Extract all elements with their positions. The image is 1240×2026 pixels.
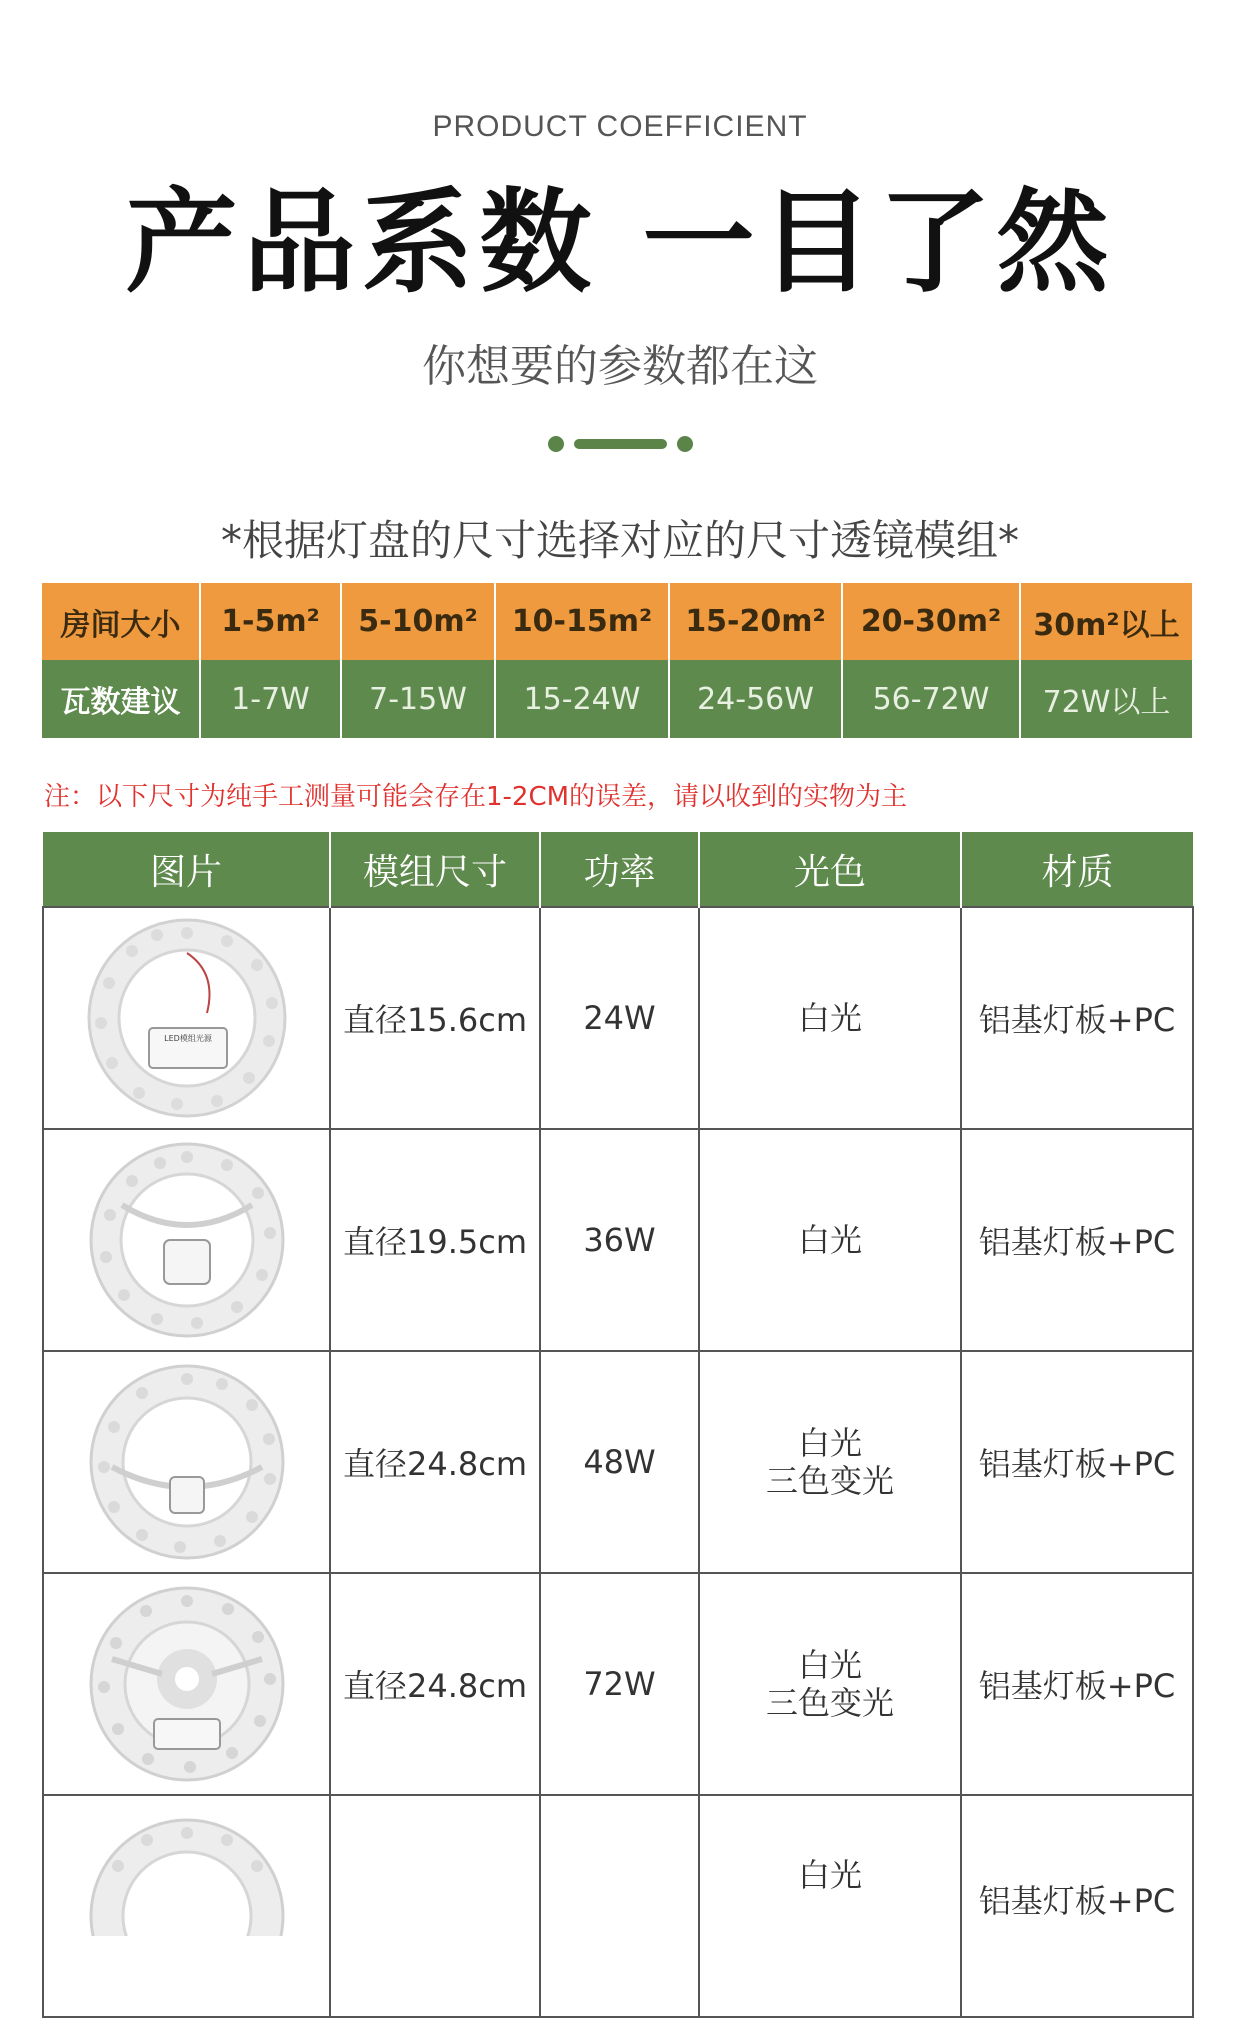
light-line-1: 白光 xyxy=(797,1424,862,1462)
table-row xyxy=(43,907,1193,1129)
header-power: 功率 xyxy=(540,832,699,907)
wattage-cell: 7-15W xyxy=(341,660,495,738)
header-material: 材质 xyxy=(961,832,1193,907)
wattage-cell: 56-72W xyxy=(842,660,1020,738)
header-size: 模组尺寸 xyxy=(330,832,540,907)
module-power xyxy=(540,1795,699,2017)
module-size: 直径24.8cm xyxy=(330,1573,540,1795)
module-label: LED模组光源 xyxy=(163,1034,212,1043)
product-photo xyxy=(43,1129,330,1351)
light-line-1: 白光 xyxy=(797,1221,862,1259)
module-light xyxy=(699,1129,961,1351)
module-light xyxy=(699,1573,961,1795)
wattage-cell: 24-56W xyxy=(669,660,842,738)
module-material: 铝基灯板+PC xyxy=(961,1795,1193,2017)
module-light xyxy=(699,1795,961,2017)
room-size-cell: 1-5m² xyxy=(200,583,341,660)
light-line-1: 白光 xyxy=(797,1856,862,1894)
measurement-note: 注：以下尺寸为纯手工测量可能会存在1-2CM的误差，请以收到的实物为主 xyxy=(44,782,908,812)
module-material: 铝基灯板+PC xyxy=(961,1573,1193,1795)
room-wattage-table xyxy=(42,583,1192,738)
table-row xyxy=(43,1573,1193,1795)
room-size-cell: 10-15m² xyxy=(495,583,669,660)
room-size-row xyxy=(42,583,1192,660)
room-size-cell: 20-30m² xyxy=(842,583,1020,660)
module-light xyxy=(699,1351,961,1573)
size-hint: *根据灯盘的尺寸选择对应的尺寸透镜模组* xyxy=(220,516,1019,565)
room-size-cell: 5-10m² xyxy=(341,583,495,660)
wattage-label: 瓦数建议 xyxy=(42,660,200,738)
module-material: 铝基灯板+PC xyxy=(961,1351,1193,1573)
wattage-cell: 15-24W xyxy=(495,660,669,738)
room-size-cell: 30m²以上 xyxy=(1020,583,1192,660)
wattage-cell: 1-7W xyxy=(200,660,341,738)
divider-bar xyxy=(574,439,667,449)
module-material: 铝基灯板+PC xyxy=(961,1129,1193,1351)
module-power: 36W xyxy=(540,1129,699,1351)
room-size-label: 房间大小 xyxy=(42,583,200,660)
module-size xyxy=(330,1795,540,2017)
led-module-image xyxy=(82,1357,292,1567)
module-power: 72W xyxy=(540,1573,699,1795)
decorative-divider xyxy=(548,436,693,452)
subtitle-en: PRODUCT COEFFICIENT xyxy=(432,110,808,143)
led-module-image xyxy=(82,1135,292,1345)
module-material: 铝基灯板+PC xyxy=(961,907,1193,1129)
led-module-image xyxy=(77,913,297,1123)
header-photo: 图片 xyxy=(43,832,330,907)
table-row xyxy=(43,1795,1193,2017)
product-photo xyxy=(43,907,330,1129)
divider-dot-right xyxy=(677,436,693,452)
light-line-1: 白光 xyxy=(797,999,862,1037)
module-size: 直径15.6cm xyxy=(330,907,540,1129)
module-power: 24W xyxy=(540,907,699,1129)
tagline: 你想要的参数都在这 xyxy=(422,341,818,392)
module-size: 直径24.8cm xyxy=(330,1351,540,1573)
spec-header-row xyxy=(43,832,1193,907)
product-photo xyxy=(43,1573,330,1795)
table-row xyxy=(43,1129,1193,1351)
table-row xyxy=(43,1351,1193,1573)
module-power: 48W xyxy=(540,1351,699,1573)
led-module-image xyxy=(82,1806,292,1936)
header-light: 光色 xyxy=(699,832,961,907)
wattage-cell: 72W以上 xyxy=(1020,660,1192,738)
light-line-2: 三色变光 xyxy=(765,1684,894,1722)
module-size: 直径19.5cm xyxy=(330,1129,540,1351)
page-title: 产品系数 一目了然 xyxy=(125,178,1115,308)
room-size-cell: 15-20m² xyxy=(669,583,842,660)
module-light xyxy=(699,907,961,1129)
spec-table xyxy=(42,832,1194,2018)
wattage-row xyxy=(42,660,1192,738)
led-module-image xyxy=(82,1579,292,1789)
divider-dot-left xyxy=(548,436,564,452)
product-photo xyxy=(43,1351,330,1573)
product-photo xyxy=(43,1795,330,2017)
light-line-1: 白光 xyxy=(797,1646,862,1684)
light-line-2: 三色变光 xyxy=(765,1462,894,1500)
